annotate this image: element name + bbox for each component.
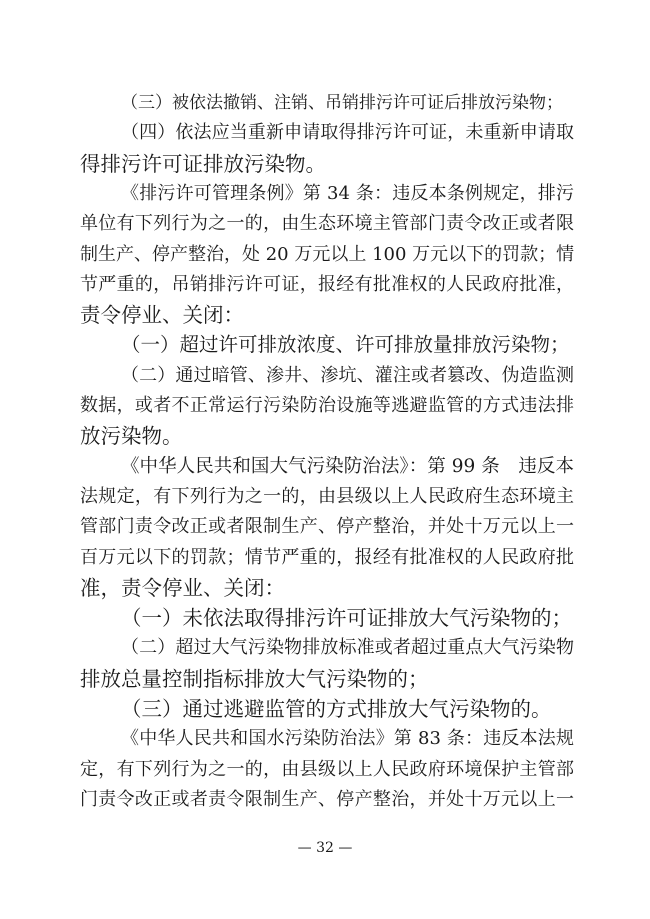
text-line: 排放总量控制指标排放大气污染物的； bbox=[80, 666, 429, 691]
text-line: （四）依法应当重新申请取得排污许可证，未重新申请取 bbox=[121, 122, 574, 144]
text-line: 单位有下列行为之一的，由生态环境主管部门责令改正或者限 bbox=[80, 213, 574, 235]
text-line: 责令停业、关闭： bbox=[80, 303, 244, 328]
text-line: 得排污许可证排放污染物。 bbox=[80, 151, 326, 176]
text-line: 节严重的，吊销排污许可证，报经有批准权的人民政府批准， bbox=[80, 273, 574, 295]
text-line: 管部门责令改正或者限制生产、停产整治，并处十万元以上一 bbox=[80, 516, 574, 538]
text-line: 《中华人民共和国水污染防治法》第 83 条：违反本法规 bbox=[121, 728, 574, 750]
text-line: 数据，或者不正常运行污染防治设施等逃避监管的方式违法排 bbox=[80, 395, 574, 416]
text-line: 放污染物。 bbox=[80, 424, 183, 449]
text-line: 法规定，有下列行为之一的，由县级以上人民政府生态环境主 bbox=[80, 485, 574, 507]
text-line: 门责令改正或者责令限制生产、停产整治，并处十万元以上一 bbox=[80, 788, 574, 810]
text-line: 《中华人民共和国大气污染防治法》：第 99 条 违反本 bbox=[121, 455, 574, 477]
text-line: 百万元以下的罚款；情节严重的，报经有批准权的人民政府批 bbox=[80, 546, 574, 568]
text-line: （一）超过许可排放浓度、许可排放量排放污染物； bbox=[121, 333, 570, 357]
text-line: 制生产、停产整治，处 20 万元以上 100 万元以下的罚款；情 bbox=[80, 243, 575, 265]
text-line: （二）超过大气污染物排放标准或者超过重点大气污染物 bbox=[121, 637, 574, 659]
text-line: 准，责令停业、关闭： bbox=[80, 575, 285, 600]
text-line: 定，有下列行为之一的，由县级以上人民政府环境保护主管部 bbox=[80, 758, 574, 780]
text-line: （一）未依法取得排污许可证排放大气污染物的； bbox=[121, 606, 572, 631]
text-line: （三）被依法撤销、注销、吊销排污许可证后排放污染物； bbox=[121, 93, 563, 113]
text-line: （二）通过暗管、渗井、渗坑、灌注或者篡改、伪造监测 bbox=[121, 364, 574, 386]
text-line: 《排污许可管理条例》第 34 条：违反本条例规定，排污 bbox=[121, 182, 574, 204]
page-number: — 32 — bbox=[297, 840, 353, 856]
text-line: （三）通过逃避监管的方式排放大气污染物的。 bbox=[121, 697, 552, 721]
